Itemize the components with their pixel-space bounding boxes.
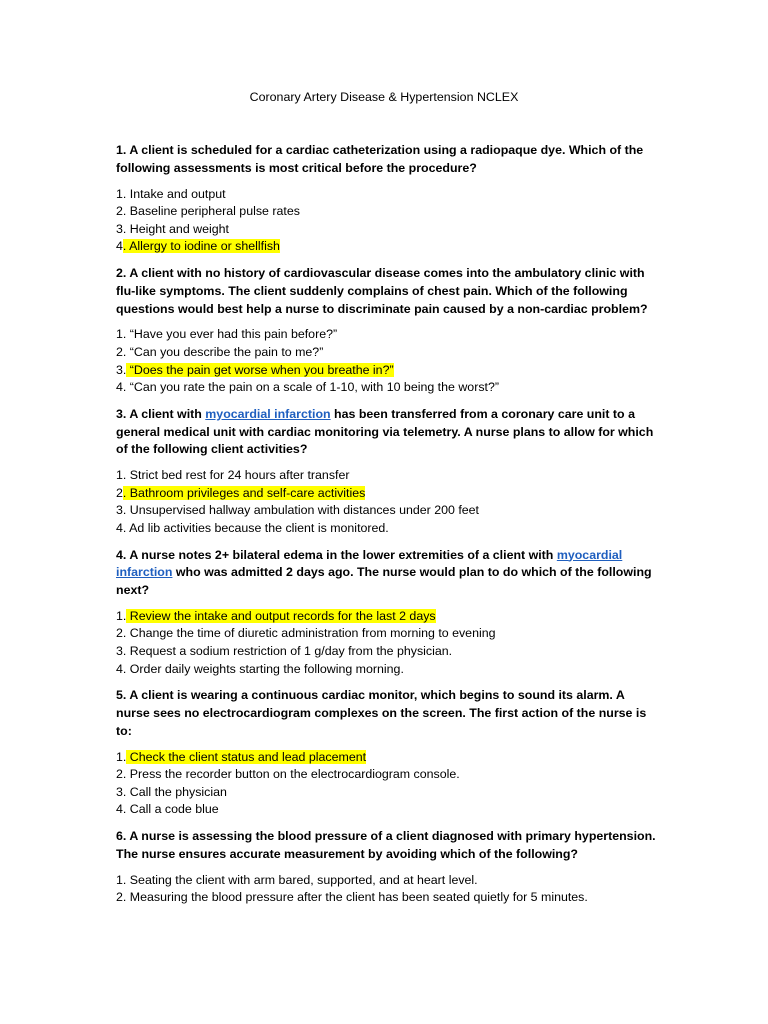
question-text: who was admitted 2 days ago. The nurse would plan to do which of the following next? xyxy=(116,565,652,598)
myocardial-infarction-link[interactable]: myocardial infarction xyxy=(205,406,331,421)
option-text-highlighted: Review the intake and output records for the last 2 days xyxy=(126,608,436,623)
answer-option xyxy=(116,186,656,204)
answer-option xyxy=(116,784,656,802)
option-text: Measuring the blood pressure after the client has been seated quietly for 5 minutes. xyxy=(126,890,588,905)
answer-option xyxy=(116,326,656,344)
answer-option-correct xyxy=(116,485,656,503)
option-text: Change the time of diuretic administration from morning to evening xyxy=(126,626,496,641)
question-1 xyxy=(116,142,656,256)
option-number: 1. xyxy=(116,186,127,201)
answer-option xyxy=(116,661,656,679)
option-number: 4. xyxy=(116,520,127,535)
option-number: 4. xyxy=(116,661,127,676)
question-text: A client is scheduled for a cardiac catheterization using a radiopaque dye. Which of the following assessments is most critical before the procedure? xyxy=(116,143,644,175)
answer-options xyxy=(116,749,656,819)
option-number: 1. xyxy=(116,327,127,342)
option-text-highlighted: . Bathroom privileges and self-care activities xyxy=(122,485,366,500)
question-text: A nurse notes 2+ bilateral edema in the lower extremities of a client with xyxy=(126,547,557,562)
question-number: 1. xyxy=(116,143,127,157)
answer-option xyxy=(116,766,656,784)
question-stem xyxy=(116,828,656,864)
option-text: Intake and output xyxy=(126,186,226,201)
answer-option xyxy=(116,643,656,661)
option-text: Request a sodium restriction of 1 g/day from the physician. xyxy=(126,644,453,659)
option-text: Baseline peripheral pulse rates xyxy=(126,204,300,219)
answer-options xyxy=(116,467,656,537)
answer-option xyxy=(116,344,656,362)
answer-options xyxy=(116,326,656,396)
answer-option xyxy=(116,872,656,890)
question-text: A nurse is assessing the blood pressure of a client diagnosed with primary hypertension. The nurse ensures accurate measurement by avoiding which of the following? xyxy=(116,829,656,861)
option-text: Ad lib activities because the client is monitored. xyxy=(126,520,389,535)
answer-options xyxy=(116,186,656,256)
answer-option xyxy=(116,889,656,907)
answer-option xyxy=(116,467,656,485)
answer-option xyxy=(116,801,656,819)
option-number: 4. xyxy=(116,380,127,395)
question-number: 6. xyxy=(116,829,127,844)
option-text: “Have you ever had this pain before?” xyxy=(126,327,338,342)
answer-option xyxy=(116,221,656,239)
question-2 xyxy=(116,265,656,397)
option-text-highlighted: Check the client status and lead placement xyxy=(126,749,367,764)
option-number: 3. xyxy=(116,362,127,377)
option-text: Press the recorder button on the electrocardiogram console. xyxy=(126,767,460,782)
option-text: “Can you rate the pain on a scale of 1-10, with 10 being the worst?” xyxy=(126,380,499,395)
option-number: 4. xyxy=(116,802,127,817)
answer-option xyxy=(116,625,656,643)
option-text: Strict bed rest for 24 hours after transfer xyxy=(126,468,350,483)
question-number: 3. xyxy=(116,406,127,421)
option-number: 3. xyxy=(116,784,127,799)
answer-option-correct xyxy=(116,749,656,767)
answer-options xyxy=(116,872,656,907)
option-text-highlighted: . Allergy to iodine or shellfish xyxy=(122,239,280,254)
option-number: 1. xyxy=(116,872,127,887)
option-text: Height and weight xyxy=(126,221,229,236)
question-5 xyxy=(116,687,656,819)
question-stem xyxy=(116,142,656,178)
answer-option xyxy=(116,379,656,397)
option-number: 2. xyxy=(116,204,127,219)
question-stem xyxy=(116,547,656,600)
option-number: 1. xyxy=(116,749,127,764)
option-number: 1. xyxy=(116,468,127,483)
question-text: A client is wearing a continuous cardiac monitor, which begins to sound its alarm. A nurse sees no electrocardiogram complexes on the screen. The first action of the nurse is to: xyxy=(116,688,647,738)
question-stem xyxy=(116,265,656,318)
option-number: 2. xyxy=(116,767,127,782)
option-text-highlighted: “Does the pain get worse when you breathe in?” xyxy=(126,362,394,377)
question-text: A client with xyxy=(126,406,206,421)
option-number: 4 xyxy=(116,239,123,254)
document-title: Coronary Artery Disease & Hypertension NCLEX xyxy=(249,90,519,104)
option-number: 3. xyxy=(116,221,127,236)
answer-option xyxy=(116,203,656,221)
option-number: 1. xyxy=(116,608,127,623)
question-stem xyxy=(116,687,656,740)
question-number: 4. xyxy=(116,547,127,562)
answer-option xyxy=(116,502,656,520)
option-text: “Can you describe the pain to me?” xyxy=(126,344,324,359)
question-list xyxy=(116,142,656,916)
myocardial-infarction-link[interactable]: myocardial infarction xyxy=(116,547,623,580)
question-3 xyxy=(116,406,656,538)
option-number: 3. xyxy=(116,644,127,659)
question-number: 5. xyxy=(116,688,127,703)
option-text: Order daily weights starting the following morning. xyxy=(126,661,404,676)
question-6 xyxy=(116,828,656,907)
option-number: 2. xyxy=(116,626,127,641)
option-number: 3. xyxy=(116,503,127,518)
answer-option-correct xyxy=(116,608,656,626)
option-number: 2 xyxy=(116,485,123,500)
option-text: Seating the client with arm bared, supported, and at heart level. xyxy=(126,872,478,887)
answer-option-correct xyxy=(116,362,656,380)
option-number: 2. xyxy=(116,890,127,905)
answer-options xyxy=(116,608,656,678)
question-4 xyxy=(116,547,656,679)
question-stem xyxy=(116,406,656,459)
option-text: Unsupervised hallway ambulation with distances under 200 feet xyxy=(126,503,479,518)
answer-option-correct xyxy=(116,238,656,256)
option-text: Call the physician xyxy=(126,784,227,799)
option-text: Call a code blue xyxy=(126,802,219,817)
option-number: 2. xyxy=(116,344,127,359)
answer-option xyxy=(116,520,656,538)
question-text: has been transferred from a coronary care unit to a general medical unit with cardiac monitoring via telemetry. A nurse plans to allow for which of the following client activities? xyxy=(116,406,654,457)
question-number: 2. xyxy=(116,265,127,280)
question-text: A client with no history of cardiovascular disease comes into the ambulatory clinic with flu-like symptoms. The client suddenly complains of chest pain. Which of the following questions would best help a nurse to discriminate pain caused by a non-cardiac problem? xyxy=(116,265,648,316)
